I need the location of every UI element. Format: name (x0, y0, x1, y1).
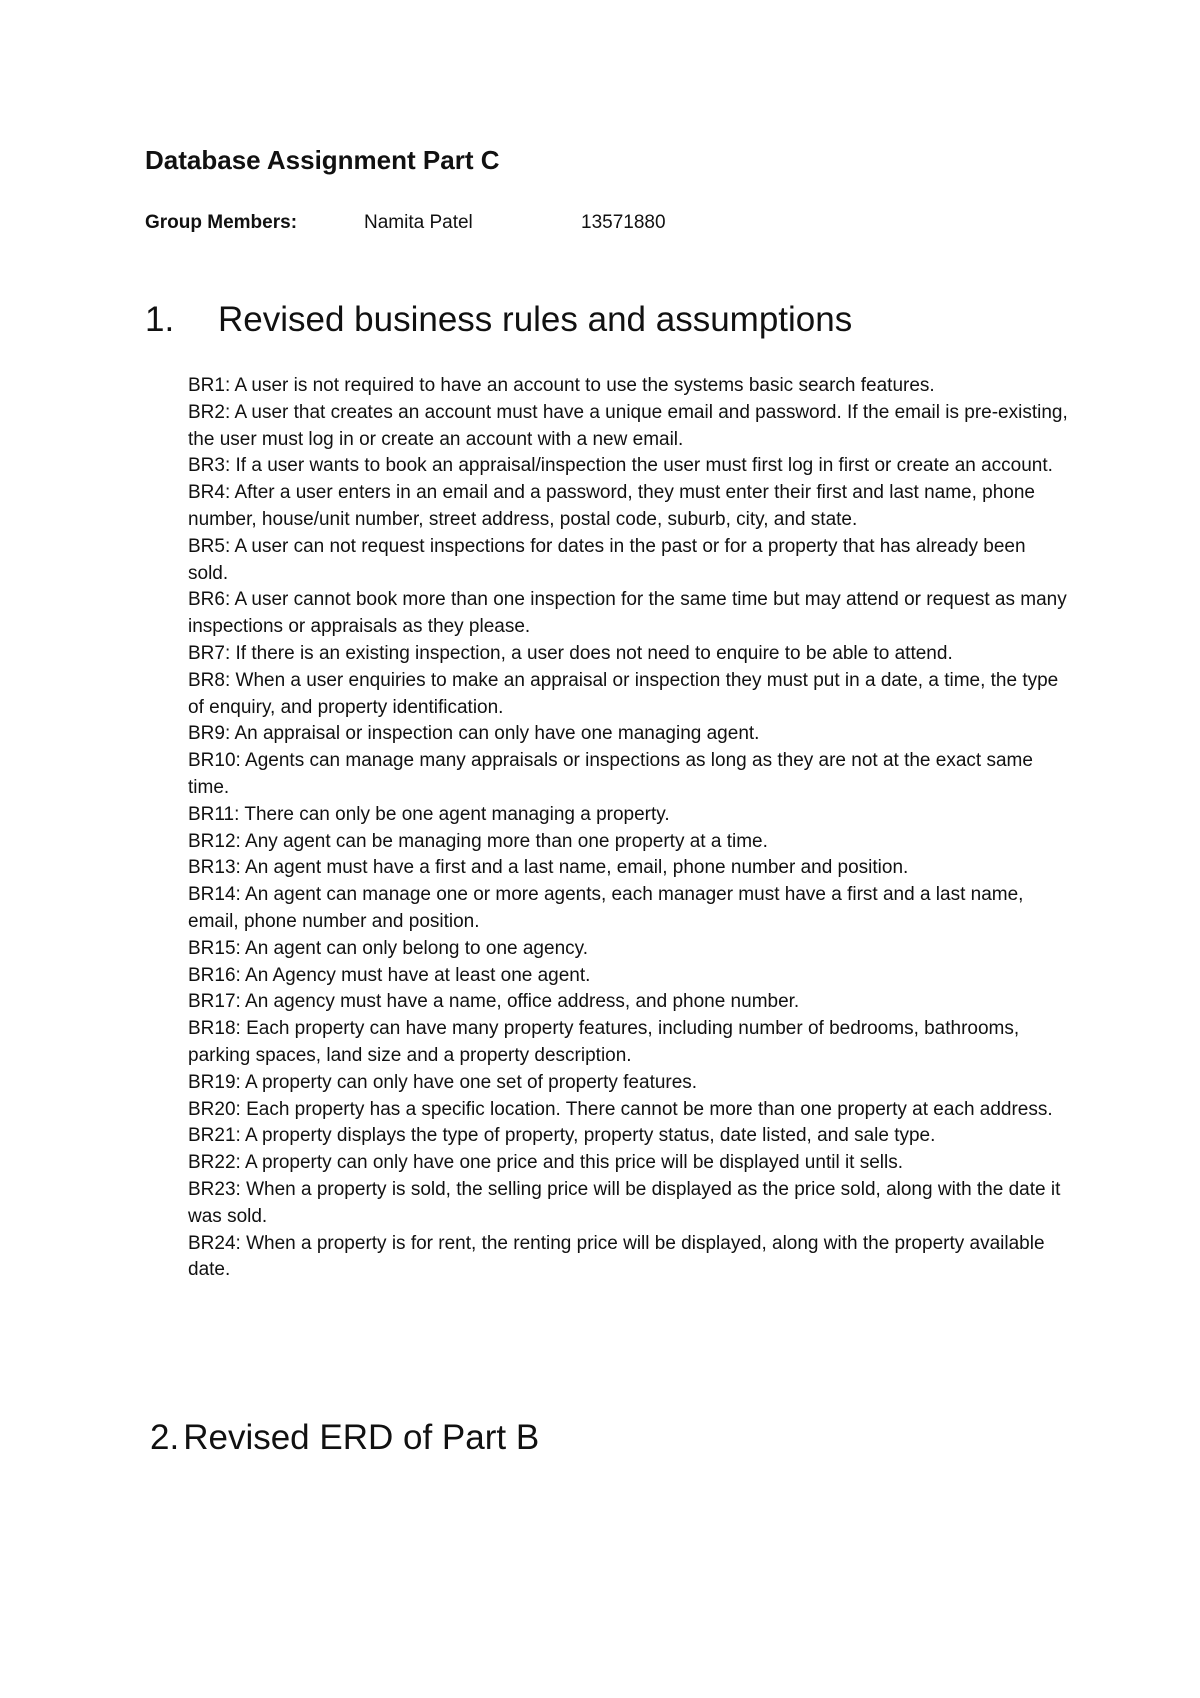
business-rule: BR6: A user cannot book more than one inspection for the same time but may attend or request as many inspections or appraisals as they please. (188, 589, 1067, 638)
business-rule: BR8: When a user enquiries to make an appraisal or inspection they must put in a date, a time, the type of enquiry, and property identification. (188, 669, 1059, 718)
group-member-student-id: 13571880 (581, 212, 666, 233)
business-rule: BR21: A property displays the type of property, property status, date listed, and sale type. (188, 1125, 936, 1147)
business-rule: BR23: When a property is sold, the selling price will be displayed as the price sold, along with the date it was sold. (188, 1178, 1061, 1227)
business-rule: BR5: A user can not request inspections for dates in the past or for a property that has already been sold. (188, 535, 1026, 584)
business-rule: BR11: There can only be one agent managing a property. (188, 803, 670, 825)
section-number: 1. (145, 300, 175, 339)
business-rule: BR17: An agency must have a name, office address, and phone number. (188, 991, 800, 1013)
group-member-name: Namita Patel (364, 212, 473, 233)
section-heading-erd (150, 1418, 539, 1458)
business-rule: BR19: A property can only have one set of property features. (188, 1071, 698, 1093)
business-rule: BR14: An agent can manage one or more agents, each manager must have a first and a last name, email, phone number and position. (188, 884, 1024, 932)
business-rule: BR3: If a user wants to book an appraisal/inspection the user must first log in first or create an account. (188, 455, 1053, 477)
section-number: 2. (150, 1418, 180, 1457)
section-title: Revised business rules and assumptions (218, 300, 853, 339)
section-heading-business-rules (145, 300, 852, 340)
business-rule: BR10: Agents can manage many appraisals or inspections as long as they are not at the exact same time. (188, 750, 1033, 798)
business-rule: BR18: Each property can have many property features, including number of bedrooms, bathrooms, parking spaces, land size and a property description. (188, 1018, 1020, 1066)
section-title: Revised ERD of Part B (183, 1418, 540, 1457)
business-rule: BR2: A user that creates an account must have a unique email and password. If the email is pre-existing, the user must log in or create an account with a new email. (188, 401, 1068, 450)
business-rule: BR22: A property can only have one price and this price will be displayed until it sells. (188, 1152, 904, 1174)
business-rule: BR7: If there is an existing inspection, a user does not need to enquire to be able to attend. (188, 642, 953, 664)
business-rule: BR1: A user is not required to have an account to use the systems basic search features. (188, 375, 935, 396)
business-rule: BR24: When a property is for rent, the renting price will be displayed, along with the property available date. (188, 1232, 1045, 1281)
business-rule: BR16: An Agency must have at least one agent. (188, 964, 591, 986)
business-rule: BR20: Each property has a specific location. There cannot be more than one property at each address. (188, 1098, 1053, 1120)
business-rule: BR13: An agent must have a first and a last name, email, phone number and position. (188, 857, 909, 879)
business-rule: BR12: Any agent can be managing more than one property at a time. (188, 830, 768, 852)
business-rule: BR9: An appraisal or inspection can only have one managing agent. (188, 723, 760, 745)
group-members-label: Group Members: (145, 212, 298, 233)
document-title: Database Assignment Part C (145, 145, 500, 175)
business-rule: BR15: An agent can only belong to one agency. (188, 937, 589, 959)
group-members-line (145, 212, 1045, 238)
business-rules-list (188, 373, 1068, 1284)
business-rule: BR4: After a user enters in an email and a password, they must enter their first and last name, phone number, house/unit number, street address, postal code, suburb, city, and state. (188, 482, 1036, 530)
